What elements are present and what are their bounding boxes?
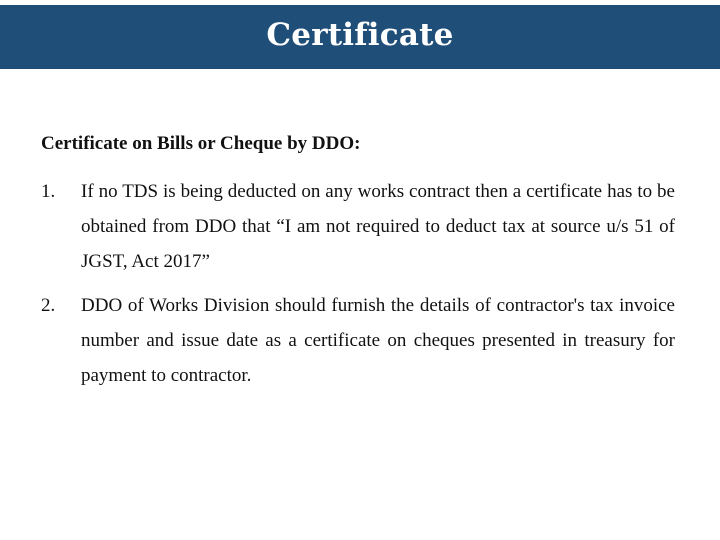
- numbered-list: [41, 174, 675, 393]
- list-item-text: DDO of Works Division should furnish the details of contractor's tax invoice number and issue date as a certificate on cheques presented in treasury for payment to contractor.: [81, 295, 675, 386]
- page-title: Certificate: [266, 17, 454, 53]
- header-bar: [0, 5, 720, 69]
- list-item-number: 1.: [41, 181, 56, 202]
- list-item: [41, 174, 675, 279]
- list-item-number: 2.: [41, 295, 56, 316]
- list-item: [41, 288, 675, 393]
- document-body: [41, 130, 675, 402]
- list-item-text: If no TDS is being deducted on any works contract then a certificate has to be obtained from DDO that “I am not required to deduct tax at source u/s 51 of JGST, Act 2017”: [81, 181, 675, 272]
- section-heading: Certificate on Bills or Cheque by DDO:: [41, 133, 361, 154]
